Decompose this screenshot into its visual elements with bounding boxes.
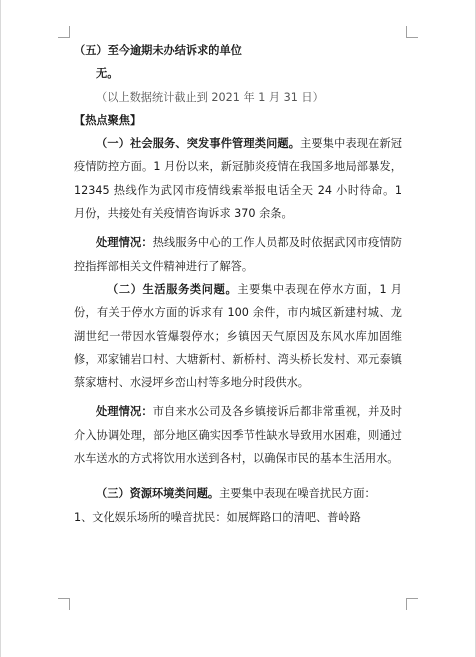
body-environment: 主要集中表现在噪音扰民方面： [219,487,376,501]
subheading-living-services: （二）生活服务类问题。 [107,282,238,296]
hot-topics-heading: 【热点聚焦】 [74,113,142,127]
margin-mark-bottom-left [58,598,70,610]
handling-label: 处理情况： [96,236,153,250]
stats-note: （以上数据统计截止到 2021 年 1 月 31 日） [96,90,324,104]
page-edge-left [0,0,1,657]
handling-body: 市自来水公司及各乡镇接诉后都非常重视，并及时介入协调处理，部分地区确实因季节性缺水导致用水困难，则通过水车送水的方式将饮用水送到各村，以确保市民的基本生活用水。 [74,405,402,466]
list-item: 1、文化娱乐场所的噪音扰民：如展辉路口的清吧、普岭路 [74,510,361,524]
none-text: 无。 [96,67,119,81]
subheading-social-services: （一）社会服务、突发事件管理类问题。 [96,137,301,151]
paragraph-social-services [74,132,402,225]
paragraph-living-services [74,278,402,394]
margin-mark-top-left [58,26,70,38]
body-social-services: 主要集中表现在新冠疫情防控方面。1 月份以来，新冠肺炎疫情在我国多地局部暴发，12345 热线作为武冈市疫情线索举报电话全天 24 小时待命。1 月份，共接处有关疫情咨询诉求 370 余条。 [74,137,402,221]
section-heading: （五）至今逾期未办结诉求的单位 [74,44,242,57]
paragraph-living-handling [74,400,402,470]
body-living-services: 主要集中表现在停水方面，1 月份，有关于停水方面的诉求有 100 余件，市内城区新建村城、龙湖世纪一带因水管爆裂停水；乡镇因天气原因及东风水库加固维修，邓家铺岩口村、大塘新村、新桥村、湾头桥长发村、邓元泰镇蔡家塘村、水浸坪乡峦山村等多地分时段供水。 [74,282,402,390]
paragraph-environment [74,482,402,505]
paragraph-social-handling [74,231,402,278]
subheading-environment: （三）资源环境类问题。 [96,487,220,501]
document-body [74,39,402,529]
handling-body: 热线服务中心的工作人员都及时依据武冈市疫情防控指挥部相关文件精神进行了解答。 [74,236,402,273]
handling-label: 处理情况： [96,405,153,419]
margin-mark-top-right [406,26,418,38]
margin-mark-bottom-right [406,598,418,610]
